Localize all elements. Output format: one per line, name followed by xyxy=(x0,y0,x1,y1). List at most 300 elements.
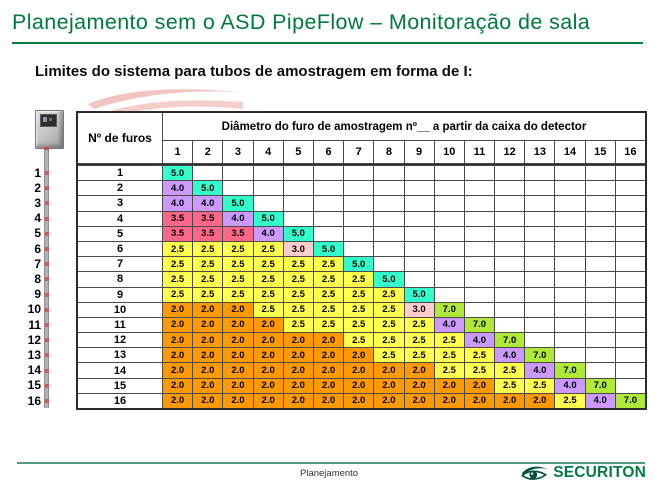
row-label-cell: 14 xyxy=(78,363,162,377)
empty-cell xyxy=(586,318,615,332)
row-label-cell: 4 xyxy=(78,212,162,226)
empty-cell xyxy=(254,181,283,195)
empty-cell xyxy=(616,196,645,210)
pipe-hole-dot xyxy=(45,369,49,373)
table-cell: 4.0 xyxy=(254,227,283,241)
empty-cell xyxy=(405,257,434,271)
empty-cell xyxy=(586,333,615,347)
empty-cell xyxy=(586,272,615,286)
table-cell: 2.5 xyxy=(344,288,373,302)
table-cell: 2.5 xyxy=(344,318,373,332)
table-cell: 2.0 xyxy=(374,379,403,393)
row-label-cell: 6 xyxy=(78,242,162,256)
empty-cell xyxy=(495,257,524,271)
table-cell: 4.0 xyxy=(163,196,192,210)
column-header-cell: 9 xyxy=(405,141,434,163)
empty-cell xyxy=(525,303,554,317)
table-cell: 2.0 xyxy=(223,333,252,347)
table-cell: 2.5 xyxy=(495,379,524,393)
table-cell: 7.0 xyxy=(525,348,554,362)
empty-cell xyxy=(586,166,615,180)
row-label-cell: 11 xyxy=(78,318,162,332)
table-cell: 2.5 xyxy=(223,257,252,271)
empty-cell xyxy=(435,166,464,180)
empty-cell xyxy=(374,212,403,226)
table-cell: 2.5 xyxy=(374,348,403,362)
table-cell: 2.0 xyxy=(163,348,192,362)
empty-cell xyxy=(465,212,494,226)
table-cell: 2.5 xyxy=(314,288,343,302)
empty-cell xyxy=(525,196,554,210)
table-cell: 2.0 xyxy=(223,348,252,362)
table-cell: 2.5 xyxy=(525,379,554,393)
table-cell: 2.0 xyxy=(405,363,434,377)
table-cell: 2.0 xyxy=(193,379,222,393)
table-cell: 2.5 xyxy=(405,333,434,347)
limits-table xyxy=(76,111,647,410)
empty-cell xyxy=(586,196,615,210)
empty-cell xyxy=(314,212,343,226)
pipe-hole-label: 12 xyxy=(27,332,41,347)
row-label-cell: 8 xyxy=(78,272,162,286)
brand-name: SECURITON xyxy=(553,464,646,481)
empty-cell xyxy=(495,242,524,256)
empty-cell xyxy=(616,379,645,393)
pipe-hole-dot xyxy=(45,293,49,297)
empty-cell xyxy=(405,212,434,226)
table-cell: 7.0 xyxy=(435,303,464,317)
table-cell: 2.0 xyxy=(374,394,403,408)
row-label-cell: 2 xyxy=(78,181,162,195)
table-cell: 2.5 xyxy=(163,288,192,302)
table-cell: 2.0 xyxy=(254,333,283,347)
empty-cell xyxy=(314,227,343,241)
empty-cell xyxy=(586,303,615,317)
empty-cell xyxy=(344,242,373,256)
table-cell: 2.0 xyxy=(314,348,343,362)
empty-cell xyxy=(284,181,313,195)
table-cell: 2.5 xyxy=(223,272,252,286)
column-header-cell: 12 xyxy=(495,141,524,163)
empty-cell xyxy=(405,227,434,241)
table-cell: 5.0 xyxy=(163,166,192,180)
table-cell: 2.0 xyxy=(254,394,283,408)
table-cell: 2.5 xyxy=(223,288,252,302)
table-cell: 2.5 xyxy=(163,242,192,256)
table-cell: 2.5 xyxy=(314,318,343,332)
empty-cell xyxy=(555,288,584,302)
table-cell: 7.0 xyxy=(586,379,615,393)
header-divider xyxy=(78,164,645,165)
empty-cell xyxy=(555,303,584,317)
pipe-hole-label: 11 xyxy=(28,317,41,332)
row-label-cell: 1 xyxy=(78,166,162,180)
table-cell: 2.0 xyxy=(314,363,343,377)
row-label-cell: 13 xyxy=(78,348,162,362)
table-cell: 2.0 xyxy=(163,379,192,393)
table-cell: 3.5 xyxy=(193,212,222,226)
table-cell: 2.5 xyxy=(314,257,343,271)
table-cell: 5.0 xyxy=(405,288,434,302)
empty-cell xyxy=(555,242,584,256)
empty-cell xyxy=(555,196,584,210)
table-cell: 2.5 xyxy=(344,303,373,317)
empty-cell xyxy=(223,166,252,180)
table-cell: 2.5 xyxy=(374,333,403,347)
empty-cell xyxy=(555,318,584,332)
slide-title: Planejamento sem o ASD PipeFlow – Monitoração de sala xyxy=(12,10,591,34)
empty-cell xyxy=(495,288,524,302)
empty-cell xyxy=(435,181,464,195)
empty-cell xyxy=(344,196,373,210)
column-header-cell: 3 xyxy=(223,141,252,163)
table-cell: 5.0 xyxy=(254,212,283,226)
table-cell: 5.0 xyxy=(314,242,343,256)
pipe-hole-dot xyxy=(45,277,49,281)
column-header-cell: 6 xyxy=(314,141,343,163)
row-label-cell: 7 xyxy=(78,257,162,271)
empty-cell xyxy=(495,303,524,317)
empty-cell xyxy=(586,257,615,271)
empty-cell xyxy=(435,272,464,286)
row-label-cell: 10 xyxy=(78,303,162,317)
table-cell: 2.5 xyxy=(314,272,343,286)
empty-cell xyxy=(344,166,373,180)
table-cell: 2.5 xyxy=(254,272,283,286)
table-cell: 4.0 xyxy=(193,196,222,210)
pipe-hole-dot xyxy=(45,384,49,388)
row-label-cell: 3 xyxy=(78,196,162,210)
empty-cell xyxy=(254,196,283,210)
empty-cell xyxy=(405,166,434,180)
empty-cell xyxy=(616,212,645,226)
empty-cell xyxy=(465,242,494,256)
table-cell: 2.0 xyxy=(344,379,373,393)
empty-cell xyxy=(555,333,584,347)
table-cell: 2.0 xyxy=(254,363,283,377)
table-cell: 4.0 xyxy=(495,348,524,362)
table-cell: 3.0 xyxy=(284,242,313,256)
table-cell: 2.0 xyxy=(223,379,252,393)
pipe-hole-label: 2 xyxy=(34,180,41,195)
empty-cell xyxy=(193,166,222,180)
pipe-hole-dot xyxy=(45,186,49,190)
empty-cell xyxy=(405,181,434,195)
empty-cell xyxy=(555,272,584,286)
table-cell: 2.5 xyxy=(465,348,494,362)
pipe-hole-dot xyxy=(45,399,49,403)
pipe-hole-dot xyxy=(45,171,49,175)
empty-cell xyxy=(616,288,645,302)
table-cell: 4.0 xyxy=(555,379,584,393)
empty-cell xyxy=(435,257,464,271)
table-cell: 2.0 xyxy=(193,333,222,347)
table-cell: 2.0 xyxy=(314,379,343,393)
table-cell: 2.0 xyxy=(223,394,252,408)
empty-cell xyxy=(586,181,615,195)
empty-cell xyxy=(284,166,313,180)
empty-cell xyxy=(586,348,615,362)
pipe-hole-label: 16 xyxy=(27,393,41,408)
table-cell: 4.0 xyxy=(525,363,554,377)
table-cell: 2.0 xyxy=(405,394,434,408)
empty-cell xyxy=(555,181,584,195)
table-cell: 2.0 xyxy=(163,318,192,332)
empty-cell xyxy=(616,303,645,317)
table-cell: 2.0 xyxy=(344,363,373,377)
pipe-hole-dot xyxy=(45,338,49,342)
span-header-cell: Diâmetro do furo de amostragem nº__ a partir da caixa do detector xyxy=(163,113,645,140)
row-label-cell: 16 xyxy=(78,394,162,408)
pipe-hole-label: 13 xyxy=(27,347,41,362)
table-cell: 2.0 xyxy=(223,363,252,377)
empty-cell xyxy=(495,318,524,332)
table-cell: 4.0 xyxy=(435,318,464,332)
table-cell: 2.0 xyxy=(163,394,192,408)
empty-cell xyxy=(284,196,313,210)
pipe-hole-label: 5 xyxy=(34,226,41,241)
pipe-hole-label: 4 xyxy=(34,211,41,226)
table-cell: 2.0 xyxy=(284,394,313,408)
table-cell: 2.0 xyxy=(193,318,222,332)
table-cell: 2.5 xyxy=(163,272,192,286)
table-cell: 2.5 xyxy=(435,348,464,362)
table-cell: 2.5 xyxy=(314,303,343,317)
table-cell: 5.0 xyxy=(223,196,252,210)
empty-cell xyxy=(616,166,645,180)
empty-cell xyxy=(525,242,554,256)
table-cell: 2.0 xyxy=(193,348,222,362)
empty-cell xyxy=(223,181,252,195)
column-header-cell: 16 xyxy=(616,141,645,163)
pipe-hole-dot xyxy=(45,308,49,312)
table-cell: 3.0 xyxy=(405,303,434,317)
row-label-cell: 9 xyxy=(78,288,162,302)
securiton-eye-icon xyxy=(519,463,549,484)
row-label-cell: 5 xyxy=(78,227,162,241)
table-cell: 2.0 xyxy=(465,379,494,393)
empty-cell xyxy=(616,348,645,362)
empty-cell xyxy=(344,227,373,241)
table-cell: 4.0 xyxy=(163,181,192,195)
empty-cell xyxy=(314,196,343,210)
empty-cell xyxy=(495,227,524,241)
empty-cell xyxy=(525,227,554,241)
empty-cell xyxy=(616,227,645,241)
table-cell: 2.0 xyxy=(193,303,222,317)
table-cell: 3.5 xyxy=(163,212,192,226)
table-cell: 2.5 xyxy=(284,288,313,302)
table-cell: 2.0 xyxy=(314,333,343,347)
column-header-cell: 2 xyxy=(193,141,222,163)
detector-screen xyxy=(40,114,57,127)
empty-cell xyxy=(555,257,584,271)
empty-cell xyxy=(465,272,494,286)
empty-cell xyxy=(465,288,494,302)
table-cell: 2.0 xyxy=(163,333,192,347)
pipe-hole-dot xyxy=(45,217,49,221)
empty-cell xyxy=(374,166,403,180)
column-header-cell: 13 xyxy=(525,141,554,163)
table-cell: 2.0 xyxy=(193,363,222,377)
empty-cell xyxy=(525,212,554,226)
table-cell: 2.5 xyxy=(555,394,584,408)
table-cell: 2.5 xyxy=(284,272,313,286)
table-cell: 2.5 xyxy=(435,363,464,377)
empty-cell xyxy=(374,227,403,241)
table-cell: 3.5 xyxy=(193,227,222,241)
column-header-cell: 11 xyxy=(465,141,494,163)
empty-cell xyxy=(525,181,554,195)
table-cell: 2.5 xyxy=(284,303,313,317)
table-cell: 2.0 xyxy=(284,348,313,362)
pipe-hole-label: 1 xyxy=(34,165,41,180)
empty-cell xyxy=(586,227,615,241)
table-cell: 4.0 xyxy=(465,333,494,347)
table-cell: 2.5 xyxy=(284,257,313,271)
table-cell: 2.5 xyxy=(254,303,283,317)
empty-cell xyxy=(435,288,464,302)
column-header-cell: 10 xyxy=(435,141,464,163)
footer-label: Planejamento xyxy=(300,468,359,479)
table-cell: 2.5 xyxy=(374,288,403,302)
empty-cell xyxy=(344,181,373,195)
table-cell: 7.0 xyxy=(495,333,524,347)
pipe-hole-dot xyxy=(45,323,49,327)
table-cell: 5.0 xyxy=(374,272,403,286)
column-header-cell: 8 xyxy=(374,141,403,163)
empty-cell xyxy=(616,318,645,332)
pipe-hole-label: 15 xyxy=(27,378,41,393)
empty-cell xyxy=(616,363,645,377)
table-cell: 7.0 xyxy=(616,394,645,408)
empty-cell xyxy=(435,196,464,210)
empty-cell xyxy=(405,272,434,286)
empty-cell xyxy=(465,196,494,210)
pipe-hole-label: 6 xyxy=(34,241,41,256)
table-cell: 2.5 xyxy=(193,288,222,302)
table-cell: 2.5 xyxy=(405,348,434,362)
corner-header-cell: Nº de furos xyxy=(78,113,162,163)
column-header-cell: 15 xyxy=(586,141,615,163)
pipe-hole-dot xyxy=(45,262,49,266)
empty-cell xyxy=(555,348,584,362)
table-cell: 5.0 xyxy=(344,257,373,271)
pipe-hole-dot xyxy=(45,247,49,251)
empty-cell xyxy=(616,242,645,256)
column-header-cell: 4 xyxy=(254,141,283,163)
empty-cell xyxy=(405,196,434,210)
empty-cell xyxy=(586,363,615,377)
empty-cell xyxy=(314,181,343,195)
table-cell: 2.5 xyxy=(254,288,283,302)
securiton-logo xyxy=(519,462,646,484)
table-cell: 2.0 xyxy=(314,394,343,408)
table-cell: 2.0 xyxy=(374,363,403,377)
table-cell: 2.0 xyxy=(495,394,524,408)
pipe-hole-label: 3 xyxy=(34,195,41,210)
pipe-hole-dot xyxy=(45,353,49,357)
table-cell: 5.0 xyxy=(284,227,313,241)
empty-cell xyxy=(525,272,554,286)
table-cell: 2.5 xyxy=(374,303,403,317)
empty-cell xyxy=(525,288,554,302)
empty-cell xyxy=(586,212,615,226)
table-cell: 2.5 xyxy=(374,318,403,332)
table-cell: 2.0 xyxy=(344,348,373,362)
empty-cell xyxy=(495,196,524,210)
table-cell: 2.0 xyxy=(525,394,554,408)
table-cell: 2.0 xyxy=(344,394,373,408)
pipe-hole-label: 14 xyxy=(27,363,41,378)
table-cell: 2.0 xyxy=(163,303,192,317)
empty-cell xyxy=(465,227,494,241)
empty-cell xyxy=(616,272,645,286)
empty-cell xyxy=(525,166,554,180)
empty-cell xyxy=(435,227,464,241)
pipe-hole-label: 8 xyxy=(34,271,41,286)
pipe-hole-dot xyxy=(45,232,49,236)
empty-cell xyxy=(495,272,524,286)
empty-cell xyxy=(435,212,464,226)
table-cell: 7.0 xyxy=(555,363,584,377)
column-header-cell: 1 xyxy=(163,141,192,163)
table-cell: 2.5 xyxy=(254,257,283,271)
table-cell: 2.5 xyxy=(495,363,524,377)
table-cell: 2.5 xyxy=(284,318,313,332)
table-cell: 2.0 xyxy=(254,348,283,362)
table-cell: 2.5 xyxy=(254,242,283,256)
empty-cell xyxy=(495,181,524,195)
column-header-cell: 5 xyxy=(284,141,313,163)
row-label-cell: 15 xyxy=(78,379,162,393)
table-cell: 2.5 xyxy=(193,272,222,286)
table-cell: 3.5 xyxy=(223,227,252,241)
table-cell: 2.5 xyxy=(223,242,252,256)
table-cell: 2.0 xyxy=(193,394,222,408)
table-cell: 2.0 xyxy=(163,363,192,377)
table-cell: 4.0 xyxy=(586,394,615,408)
table-cell: 5.0 xyxy=(193,181,222,195)
table-cell: 2.0 xyxy=(254,379,283,393)
table-cell: 2.0 xyxy=(405,379,434,393)
table-cell: 2.5 xyxy=(344,272,373,286)
empty-cell xyxy=(374,257,403,271)
table-cell: 2.0 xyxy=(254,318,283,332)
empty-cell xyxy=(586,288,615,302)
table-cell: 2.5 xyxy=(163,257,192,271)
empty-cell xyxy=(374,181,403,195)
empty-cell xyxy=(284,212,313,226)
table-cell: 2.5 xyxy=(193,257,222,271)
table-cell: 3.5 xyxy=(163,227,192,241)
table-cell: 2.0 xyxy=(284,333,313,347)
empty-cell xyxy=(465,257,494,271)
pipe-hole-dot xyxy=(45,201,49,205)
title-underline xyxy=(12,42,643,44)
table-cell: 2.5 xyxy=(193,242,222,256)
table-cell: 2.5 xyxy=(435,333,464,347)
empty-cell xyxy=(616,257,645,271)
table-cell: 7.0 xyxy=(465,318,494,332)
empty-cell xyxy=(344,212,373,226)
table-cell: 2.0 xyxy=(435,379,464,393)
empty-cell xyxy=(374,196,403,210)
table-cell: 4.0 xyxy=(223,212,252,226)
pipe-hole-label: 9 xyxy=(34,287,41,302)
pipe-hole-label: 10 xyxy=(27,302,41,317)
empty-cell xyxy=(586,242,615,256)
